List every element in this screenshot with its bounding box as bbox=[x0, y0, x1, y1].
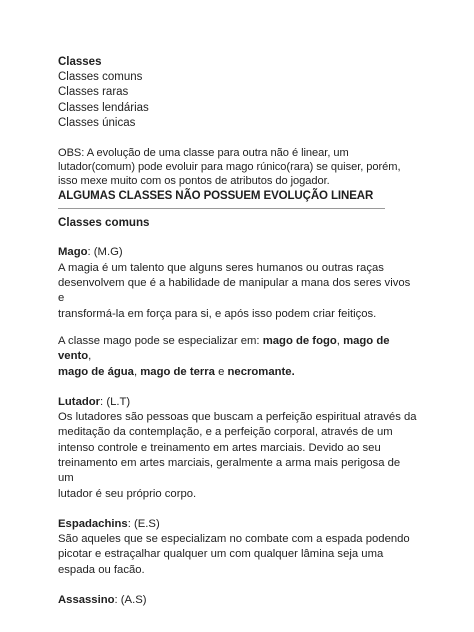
spec-mago-de-terra: mago de terra bbox=[140, 365, 215, 378]
lutador-desc-line: lutador é seu próprio corpo. bbox=[58, 487, 197, 500]
espadachins-name: Espadachins bbox=[58, 517, 128, 530]
espadachins-desc-line: São aqueles que se especializam no combate com a espada podendo bbox=[58, 533, 410, 546]
class-assassino bbox=[58, 593, 418, 608]
espadachins-heading bbox=[58, 517, 418, 532]
section-divider bbox=[58, 208, 385, 209]
spacer bbox=[58, 131, 418, 146]
spec-and: e bbox=[214, 365, 228, 378]
lutador-heading bbox=[58, 395, 418, 410]
class-lutador bbox=[58, 395, 418, 502]
mago-specializations bbox=[58, 334, 418, 365]
index-item-classes-unicas: Classes únicas bbox=[58, 116, 136, 129]
mago-desc-line: transformá-la em força para si, e após isso podem criar feitiços. bbox=[58, 307, 377, 320]
spec-necromante: necromante. bbox=[227, 365, 295, 378]
mago-desc-line: desenvolvem que é a habilidade de manipular a mana dos seres vivos e bbox=[58, 277, 411, 305]
lutador-name: Lutador bbox=[58, 395, 101, 408]
mago-heading bbox=[58, 245, 418, 260]
lutador-desc-line: meditação da contemplação, e a perfeição corporal, através de um bbox=[58, 426, 393, 439]
lutador-colon: : bbox=[100, 395, 104, 408]
lutador-abbr: (L.T) bbox=[103, 395, 131, 408]
lutador-desc-line: intenso controle e treinamento em artes marciais. Devido ao seu bbox=[58, 441, 381, 454]
espadachins-colon: : bbox=[127, 517, 131, 530]
espadachins-abbr: (E.S) bbox=[130, 517, 160, 530]
obs-line-2: lutador(comum) pode evoluir para mago rúnico(rara) se quiser, porém, bbox=[58, 161, 401, 174]
index-item-classes-lendarias: Classes lendárias bbox=[58, 101, 149, 114]
lutador-desc-line: treinamento em artes marciais, geralmente a arma mais perigosa de um bbox=[58, 456, 401, 485]
mago-desc-line: A magia é um talento que alguns seres humanos ou outras raças bbox=[58, 261, 384, 274]
index-item-classes-comuns: Classes comuns bbox=[58, 71, 143, 84]
assassino-colon: : bbox=[114, 594, 118, 607]
classes-index bbox=[58, 55, 418, 131]
espadachins-desc-line: picotar e estraçalhar qualquer um com qualquer lâmina seja uma bbox=[58, 548, 384, 561]
mago-abbr: (M.G) bbox=[90, 246, 123, 259]
obs-line-3: isso mexe muito com os pontos de atributos do jogador. bbox=[58, 175, 330, 188]
spec-separator: , bbox=[336, 334, 344, 347]
document-content bbox=[58, 55, 418, 608]
linear-evolution-warning: ALGUMAS CLASSES NÃO POSSUEM EVOLUÇÃO LINEAR bbox=[58, 190, 374, 203]
espadachins-desc-line: espada ou facão. bbox=[58, 563, 145, 576]
mago-specializations-cont bbox=[58, 365, 418, 380]
spec-intro: A classe mago pode se especializar em: bbox=[58, 334, 263, 347]
assassino-heading bbox=[58, 593, 418, 608]
index-item-classes-raras: Classes raras bbox=[58, 86, 129, 99]
assassino-abbr: (A.S) bbox=[117, 594, 147, 607]
assassino-name: Assassino bbox=[58, 594, 115, 607]
spacer bbox=[58, 502, 418, 517]
lutador-desc-line: Os lutadores são pessoas que buscam a perfeição espiritual através da bbox=[58, 411, 417, 424]
obs-note bbox=[58, 146, 418, 188]
spec-mago-de-fogo: mago de fogo bbox=[262, 334, 337, 347]
mago-colon: : bbox=[87, 246, 91, 259]
spec-mago-de-vento: mago de vento bbox=[58, 334, 390, 363]
spec-separator: , bbox=[133, 365, 141, 378]
index-heading: Classes bbox=[58, 56, 102, 68]
class-mago bbox=[58, 245, 418, 379]
spec-mago-de-agua: mago de água bbox=[58, 365, 134, 378]
spacer bbox=[58, 230, 418, 245]
class-espadachins bbox=[58, 517, 418, 578]
spacer bbox=[58, 322, 418, 334]
spec-separator: , bbox=[88, 350, 92, 363]
section-title: Classes comuns bbox=[58, 216, 150, 230]
obs-line-1: OBS: A evolução de uma classe para outra não é linear, um bbox=[58, 147, 349, 160]
spacer bbox=[58, 578, 418, 593]
mago-name: Mago bbox=[58, 246, 88, 259]
spacer bbox=[58, 380, 418, 395]
